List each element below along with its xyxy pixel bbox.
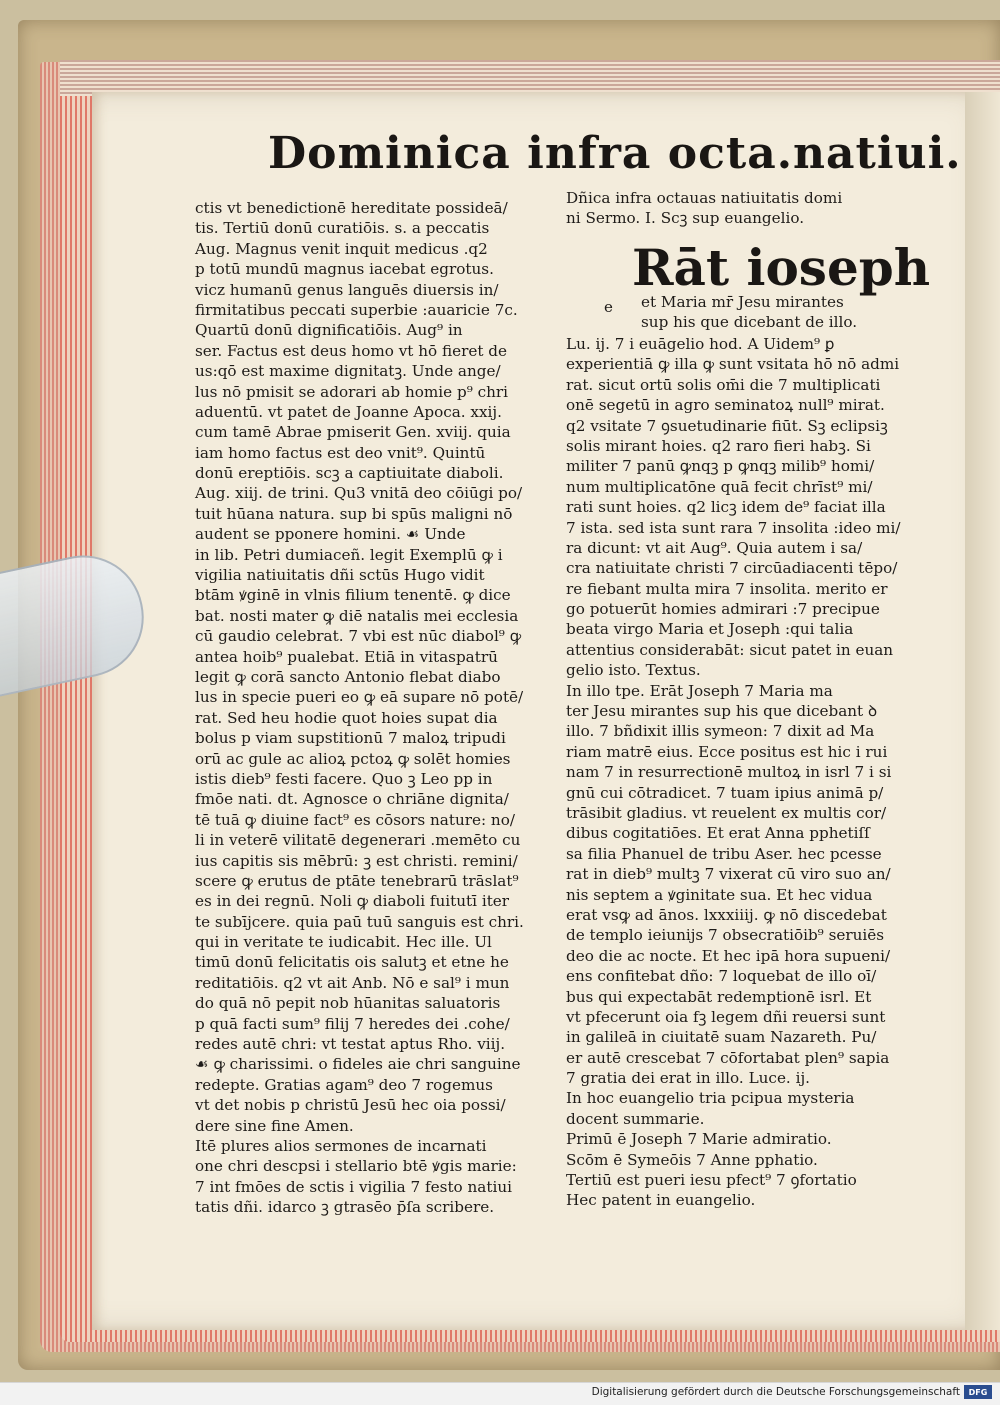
text-line: one chri descpsi i stellario btē ꝟgis marie: xyxy=(195,1157,517,1176)
text-line: btām ꝟginē in vlnis filium tenentē. ꝙ dice xyxy=(195,586,511,605)
text-line: reditatiōis. q2 vt ait Anb. Nō e sal⁹ i mun xyxy=(195,973,510,992)
text-line: gnū cui cōtradicet. 7 tuam ipius animā p/ xyxy=(566,783,884,802)
text-line: rat. sicut ortū solis om̄i die 7 multiplicati xyxy=(566,375,881,394)
text-line: sup his que dicebant de illo. xyxy=(641,313,858,332)
text-line: do quā nō pepit nob hūanitas saluatoris xyxy=(195,994,501,1013)
text-line: Aug. Magnus venit inquit medicus .q2 xyxy=(195,239,488,258)
text-line: In illo tpe. Erāt Joseph 7 Maria ma xyxy=(566,681,833,700)
text-line: riam matrē eius. Ecce positus est hic i rui xyxy=(566,742,888,761)
text-line: de templo ieiunijs 7 obsecratiōib⁹ seruiēs xyxy=(566,926,885,945)
text-line: cum tamē Abrae pmiserit Gen. xviij. quia xyxy=(195,423,511,442)
text-line: istis dieb⁹ festi facere. Quo ꝫ Leo pp in xyxy=(195,769,493,788)
page-top-edges xyxy=(60,60,1000,96)
text-line: trāsibit gladius. vt reuelent ex multis cor/ xyxy=(566,803,887,822)
text-line: ius capitis sis mēbrū: ꝫ est christi. remini/ xyxy=(195,851,518,870)
text-line: Aug. xiij. de trini. Qu3 vnitā deo cōiūgi po/ xyxy=(195,484,523,503)
text-line: nis septem a ꝟginitate sua. Et hec vidua xyxy=(566,885,873,904)
heading-line: ni Sermo. I. Scꝫ sup euangelio. xyxy=(566,209,805,228)
page-title: Dominica infra octa.natiui. xyxy=(268,128,962,179)
drop-cap: Rāt ioseph xyxy=(632,238,931,297)
text-line: tuit hūana natura. sup bi spūs maligni nō xyxy=(195,504,513,523)
text-line: 7 int fmōes de sctis i vigilia 7 festo natiui xyxy=(195,1177,512,1196)
text-line: dibus cogitatiōes. Et erat Anna pphetiſſ xyxy=(566,824,870,843)
text-line: p quā facti sum⁹ filij 7 heredes dei .cohe/ xyxy=(195,1014,510,1033)
footer-text: Digitalisierung gefördert durch die Deutsche Forschungsgemeinschaft xyxy=(591,1386,960,1398)
text-line: bolus p viam supstitionū 7 maloꝝ tripudi xyxy=(195,729,506,748)
text-line: dere sine fine Amen. xyxy=(195,1116,354,1135)
text-line: tē tuā ꝙ diuine fact⁹ es cōsors nature: no/ xyxy=(195,810,515,829)
text-line: sa filia Phanuel de tribu Aser. hec pcesse xyxy=(566,844,882,863)
text-line: Tertiū est pueri iesu pfect⁹ 7 ꝯfortatio xyxy=(566,1171,857,1190)
text-line: tis. Tertiū donū curatiōis. s. a peccatis xyxy=(195,219,490,238)
text-line: vt pfecerunt oia fꝫ legem dñi reuersi sunt xyxy=(566,1007,886,1026)
text-line: vicz humanū genus languēs diuersis in/ xyxy=(195,280,499,299)
text-line: fmōe nati. dt. Agnosce o chriāne dignita/ xyxy=(195,790,509,809)
text-line: Quartū donū dignificatiōis. Aug⁹ in xyxy=(195,321,463,340)
left-column xyxy=(195,198,535,1218)
text-line: antea hoib⁹ pualebat. Etiā in vitaspatrū xyxy=(195,647,498,666)
text-line: p totū mundū magnus iacebat egrotus. xyxy=(195,260,494,279)
sermon-heading xyxy=(566,188,866,229)
text-line: donū ereptiōis. scꝫ a captiuitate diaboli. xyxy=(195,464,504,483)
text-line: docent summarie. xyxy=(566,1109,705,1128)
text-line: bat. nosti mater ꝙ diē natalis mei ecclesia xyxy=(195,606,519,625)
text-line: q2 vsitate 7 ꝯsuetudinarie fiūt. Sꝫ eclipsiꝫ xyxy=(566,416,888,435)
text-line: militer 7 panū ꝙnqꝫ p ꝙnqꝫ milib⁹ homi/ xyxy=(566,457,875,476)
text-line: deo die ac nocte. Et hec ipā hora supueni/ xyxy=(566,946,891,965)
text-line: nam 7 in resurrectionē multoꝝ in isrl 7 i si xyxy=(566,763,892,782)
text-line: erat vsꝙ ad ānos. lxxxiiij. ꝙ nō discedebat xyxy=(566,905,887,924)
text-line: cū gaudio celebrat. 7 vbi est nūc diabol⁹ ꝙ xyxy=(195,627,522,646)
text-line: legit ꝙ corā sancto Antonio flebat diabo xyxy=(195,667,501,686)
text-line: attentius considerabāt: sicut patet in euan xyxy=(566,640,894,659)
text-line: scere ꝙ erutus de ptāte tenebrarū trāslat⁹ xyxy=(195,871,519,890)
text-line: re fiebant multa mira 7 insolita. merito er xyxy=(566,579,888,598)
text-line: illo. 7 bñdixit illis symeon: 7 dixit ad Ma xyxy=(566,722,875,741)
text-line: tatis dñi. idarco ꝫ gtrasēo p̄ſa scribere. xyxy=(195,1198,495,1217)
text-line: ra dicunt: vt ait Aug⁹. Quia autem i sa/ xyxy=(566,538,863,557)
text-line: ser. Factus est deus homo vt hō fieret de xyxy=(195,341,507,360)
text-line: Hec patent in euangelio. xyxy=(566,1191,756,1210)
text-line: num multiplicatōne quā fecit chrīst⁹ mi/ xyxy=(566,477,873,496)
text-line: rat. Sed heu hodie quot hoies supat dia xyxy=(195,708,498,727)
text-line: aduentū. vt patet de Joanne Apoca. xxij. xyxy=(195,402,502,421)
text-line: ctis vt benedictionē hereditate possideā/ xyxy=(195,199,508,217)
text-line: go potuerūt homies admirari :7 precipue xyxy=(566,600,880,619)
dfg-logo: DFG xyxy=(964,1385,992,1399)
text-line: qui in veritate te iudicabit. Hec ille. Ul xyxy=(195,933,492,952)
text-line: iam homo factus est deo vnit⁹. Quintū xyxy=(195,443,486,462)
text-line: timū donū felicitatis ois salutꝫ et etne he xyxy=(195,953,509,972)
text-line: lus in specie pueri eo ꝙ eā supare nō potē/ xyxy=(195,688,524,707)
text-line: onē segetū in agro seminatoꝝ null⁹ mirat. xyxy=(566,396,885,415)
text-line: In hoc euangelio tria pcipua mysteria xyxy=(566,1089,855,1108)
text-line: Primū ē Joseph 7 Marie admiratio. xyxy=(566,1130,832,1149)
text-line: in galileā in ciuitatē suam Nazareth. Pu/ xyxy=(566,1028,877,1047)
text-line: lus nō pmisit se adorari ab homie p⁹ chri xyxy=(195,382,509,401)
text-line: te subījcere. quia paū tuū sanguis est chri. xyxy=(195,912,524,931)
text-line: redepte. Gratias agam⁹ deo 7 rogemus xyxy=(195,1075,493,1094)
text-line: us:qō est maxime dignitatꝫ. Unde ange/ xyxy=(195,362,501,381)
text-line: Lu. ij. 7 i euāgelio hod. A Uidem⁹ ꝑ xyxy=(566,335,835,353)
text-line: audent se pponere homini. ☙ Unde xyxy=(195,525,466,544)
text-line: experientiā ꝙ illa ꝙ sunt vsitata hō nō admi xyxy=(566,355,900,374)
text-line: ens confitebat dño: 7 loquebat de illo oī/ xyxy=(566,967,877,986)
text-line: rati sunt hoies. q2 licꝫ idem de⁹ faciat illa xyxy=(566,498,886,517)
text-line: vigilia natiuitatis dñi sctūs Hugo vidit xyxy=(195,566,485,585)
text-line: cra natiuitate christi 7 circūadiacenti tēpo/ xyxy=(566,559,898,578)
text-line: Itē plures alios sermones de incarnati xyxy=(195,1136,487,1155)
text-line: ☙ ꝙ charissimi. o fideles aie chri sanguine xyxy=(195,1055,521,1074)
text-line: orū ac gule ac alioꝝ pctoꝝ ꝙ solēt homies xyxy=(195,749,511,768)
drop-initial: e xyxy=(604,298,613,316)
text-line: bus qui expectabāt redemptionē isrl. Et xyxy=(566,987,872,1006)
text-line: gelio isto. Textus. xyxy=(566,661,701,680)
text-line: redes autē chri: vt testat aptus Rho. viij. xyxy=(195,1035,506,1054)
text-line: li in veterē vilitatē degenerari .memēto cu xyxy=(195,831,521,850)
text-line: firmitatibus peccati superbie :auaricie 7c. xyxy=(195,300,518,319)
heading-line: Dñica infra octauas natiuitatis domi xyxy=(566,189,843,207)
text-line: Scōm ē Symeōis 7 Anne pphatio. xyxy=(566,1150,818,1169)
facing-page-edge xyxy=(965,92,1000,1330)
drop-cap-lines xyxy=(641,292,871,333)
text-line: vt det nobis p christū Jesū hec oia possi/ xyxy=(195,1096,506,1115)
text-line: 7 gratia dei erat in illo. Luce. ij. xyxy=(566,1069,810,1088)
text-line: es in dei regnū. Noli ꝙ diaboli fuitutī iter xyxy=(195,892,510,911)
text-line: rat in dieb⁹ multꝫ 7 vixerat cū viro suo an/ xyxy=(566,865,891,884)
text-line: 7 ista. sed ista sunt rara 7 insolita :ideo mi/ xyxy=(566,518,901,537)
right-column xyxy=(566,334,901,1211)
text-line: beata virgo Maria et Joseph :qui talia xyxy=(566,620,854,639)
text-line: ter Jesu mirantes sup his que dicebant ꝺ xyxy=(566,702,878,721)
text-line: solis mirant hoies. q2 raro fieri habꝫ. Si xyxy=(566,436,871,455)
text-line: in lib. Petri dumiaceñ. legit Exemplū ꝙ i xyxy=(195,545,503,564)
text-line: er autē crescebat 7 cōfortabat plen⁹ sapia xyxy=(566,1048,890,1067)
text-line: et Maria mr̄ Jesu mirantes xyxy=(641,293,844,311)
